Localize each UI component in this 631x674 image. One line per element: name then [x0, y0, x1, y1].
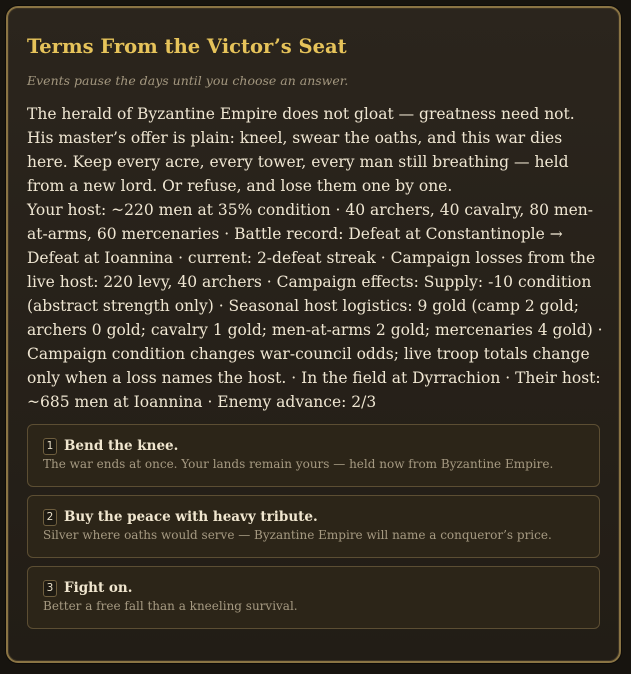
choice-label: Fight on. [64, 580, 133, 596]
choice-description: Better a free fall than a kneeling survival. [43, 599, 298, 613]
choice-label: Buy the peace with heavy tribute. [64, 509, 318, 525]
dialog-body [27, 102, 603, 414]
choice-list [27, 424, 601, 629]
host-status: Your host: ~220 men at 35% condition · 40 archers, 40 cavalry, 80 men-at-arms, 60 mercenaries · Battle record: Defeat at Constantinople → Defeat at Ioannina · current: 2-defeat streak · Campaign losses from the live host: 220 levy, 40 archers · Campaign effects: Supply: -10 condition (abstract strength only) · Seasonal host logistics: 9 gold (camp 2 gold; archers 0 gold; cavalry 1 gold; men-at-arms 2 gold; mercenaries 4 gold) · Campaign condition changes war-council odds; live troop totals change only when a loss names the host. · In the field at Dyrrachion · Their host: ~685 men at Ioannina · Enemy advance: 2/3 [27, 201, 603, 411]
hotkey-badge: 2 [43, 509, 57, 526]
choice-label: Bend the knee. [64, 438, 179, 454]
choice-fight-on-button[interactable] [27, 566, 600, 629]
choice-bend-knee-button[interactable] [27, 424, 600, 487]
choice-header [43, 578, 585, 598]
herald-paragraph: The herald of Byzantine Empire does not gloat — greatness need not. His master’s offer is plain: kneel, swear the oaths, and this war dies here. Keep every acre, every tower, every man still breathing — held from a new lord. Or refuse, and lose them one by one. [27, 105, 575, 195]
choice-tribute-button[interactable] [27, 495, 600, 558]
choice-description: The war ends at once. Your lands remain yours — held now from Byzantine Empire. [43, 457, 554, 471]
choice-header [43, 436, 585, 456]
dialog-title: Terms From the Victor’s Seat [27, 35, 347, 58]
choice-description: Silver where oaths would serve — Byzantine Empire will name a conqueror’s price. [43, 528, 552, 542]
dialog-subtitle: Events pause the days until you choose an answer. [27, 73, 349, 88]
hotkey-badge: 3 [43, 580, 57, 597]
hotkey-badge: 1 [43, 438, 57, 455]
choice-header [43, 507, 585, 527]
event-dialog [6, 6, 621, 663]
